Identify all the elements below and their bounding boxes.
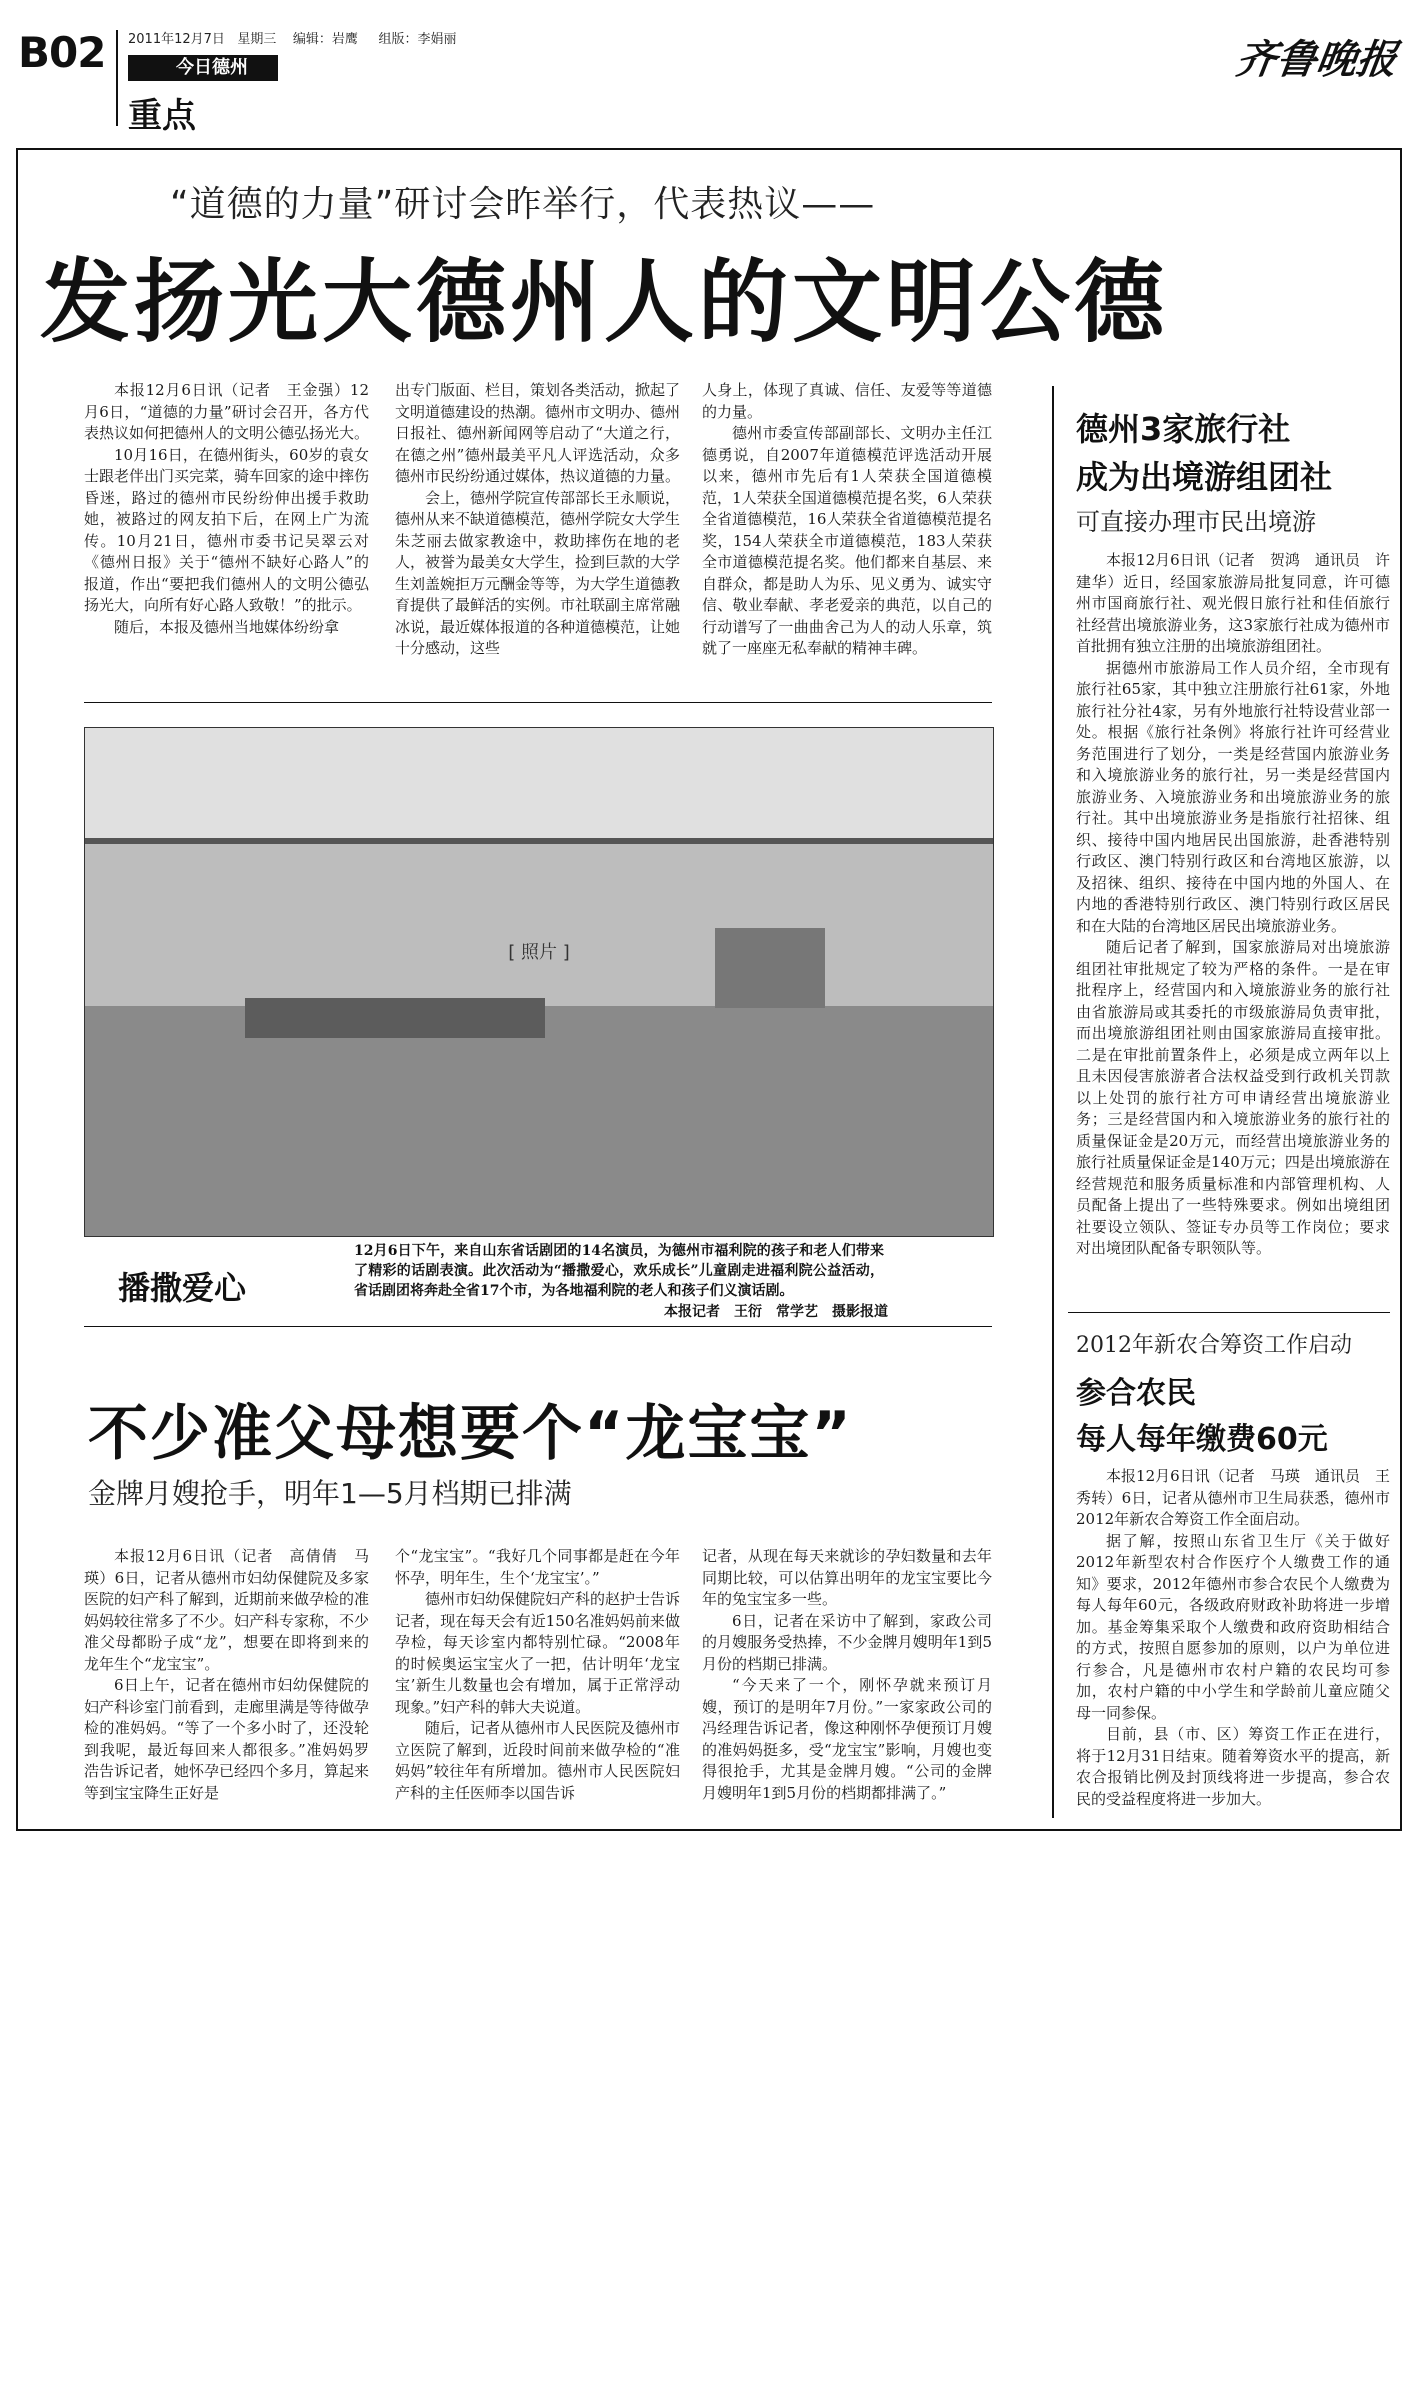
paragraph: 据了解，按照山东省卫生厅《关于做好2012年新型农村合作医疗个人缴费工作的通知》要求，2012年德州市参合农民个人缴费为每人每年60元，各级政府财政补助将进一步增加。基金筹集采取个人缴费和政府资助相结合的方式，按照自愿参加的原则，以户为单位进行参合，凡是德州市农村户籍的农民均可参加，农村户籍的中小学生和学龄前儿童应随父母一同参保。 [1076,1531,1390,1722]
insurance-kicker: 2012年新农合筹资工作启动 [1076,1333,1352,1358]
column-label: 重点 [128,96,196,136]
dragon-story-col-2 [395,1546,680,1816]
paragraph: 据德州市旅游局工作人员介绍，全市现有旅行社65家，其中独立注册旅行社61家，外地旅行社分社4家，另有外地旅行社特设营业部一处。根据《旅行社条例》将旅行社许可经营业务范围进行了划分，一类是经营国内旅游业务和入境旅游业务的旅行社，另一类是经营国内旅游业务、入境旅游业务和出境旅游业务的旅行社。其中出境旅游业务是指旅行社招徕、组织、接待中国内地居民出国旅游，赴香港特别行政区、澳门特别行政区和台湾地区旅游，以及招徕、组织、接待在中国内地的外国人、在内地的香港特别行政区、澳门特别行政区居民和在大陆的台湾地区居民出境旅游业务。 [1076,658,1390,935]
welfare-performance-photo [84,727,994,1237]
travel-headline-line1: 德州3家旅行社 [1076,410,1291,448]
paragraph: 本报12月6日讯（记者 贺鸿 通讯员 许建华）近日，经国家旅游局批复同意，许可德州市国商旅行社、观光假日旅行社和佳佰旅行社经营出境旅游业务，这3家旅行社成为德州市首批拥有独立注册的出境旅游组团社。 [1076,551,1390,655]
dragon-story-col-3 [702,1546,992,1816]
main-story-col-2 [395,380,680,680]
travel-story-body [1076,550,1390,1304]
photo-title: 播撒爱心 [118,1269,247,1307]
paragraph: 会上，德州学院宣传部部长王永顺说，德州从来不缺道德模范，德州学院女大学生朱芝丽去做家教途中，救助摔伤在地的老人，被誉为最美女大学生，捡到巨款的大学生刘盖婉拒万元酬金等等，为大学生道德教育提供了最鲜活的实例。市社联副主席常融冰说，最近媒体报道的各种道德模范，让她十分感动，这些 [395,488,680,657]
paragraph: 10月16日，在德州街头，60岁的袁女士跟老伴出门买完菜，骑车回家的途中摔伤昏迷，路过的德州市民纷纷伸出援手救助她，被路过的网友拍下后，在网上广为流传。10月21日，德州市委书记吴翠云对《德州日报》关于“德州不缺好心路人”的报道，作出“要把我们德州人的文明公德弘扬光大，向所有好心路人致敬！”的批示。 [84,445,369,614]
issue-date: 2011年12月7日 [128,32,225,47]
main-story-bottom-rule [84,702,992,703]
paragraph: 随后，本报及德州当地媒体纷纷拿 [114,617,340,636]
header-divider-vertical [116,30,118,126]
paragraph: 目前，县（市、区）筹资工作正在进行，将于12月31日结束。随着筹资水平的提高，新农合报销比例及封顶线将进一步提高，参合农民的受益程度将进一步加大。 [1076,1725,1390,1808]
paragraph: “今天来了一个，刚怀孕就来预订月嫂，预订的是明年7月份。”一家家政公司的冯经理告诉记者，像这种刚怀孕便预订月嫂的准妈妈挺多，受“龙宝宝”影响，月嫂也变得很抢手，尤其是金牌月嫂。“公司的金牌月嫂明年1到5月份的档期都排满了。” [702,1676,992,1802]
dragon-headline: 不少准父母想要个“龙宝宝” [88,1399,853,1469]
travel-subheadline: 可直接办理市民出境游 [1076,508,1316,536]
paragraph: 随后记者了解到，国家旅游局对出境旅游组团社审批规定了较为严格的条件。一是在审批程序上，经营国内和入境旅游业务的旅行社由省旅游局或其委托的市级旅游局负责审批，而出境旅游组团社则由国家旅游局直接审批。二是在审批前置条件上，必须是成立两年以上且未因侵害旅游者合法权益受到行政机关罚款以上处罚的旅行社方可申请经营出境旅游业务；三是经营国内和入境旅游业务的旅行社的质量保证金是20万元，而经营出境旅游业务的旅行社质量保证金是140万元；四是出境旅游在经营规范和服务质量标准和内部管理机构、人员配备上提出了一些特殊要求。例如出境组团社要设立领队、签证专办员等工作岗位；要求对出境团队配备专职领队等。 [1076,938,1390,1257]
photo-caption-box [84,1235,992,1327]
header-meta [128,28,457,47]
right-column-divider [1052,386,1054,1818]
paragraph: 本报12月6日讯（记者 马瑛 通讯员 王秀转）6日，记者从德州市卫生局获悉，德州市2012年新农合筹资工作全面启动。 [1076,1467,1390,1528]
paragraph: 德州市委宣传部副部长、文明办主任江德勇说，自2007年道德模范评选活动开展以来，德州市先后有1人荣获全国道德模范，1人荣获全国道德模范提名奖，6人荣获全省道德模范，16人荣获全省道德模范提名奖，154人荣获全市道德模范，183人荣获全市道德模范提名奖。他们都来自基层、来自群众，都是助人为乐、见义勇为、诚实守信、敬业奉献、孝老爱亲的典范，以自己的行动谱写了一曲曲舍己为人的动人乐章，筑就了一座座无私奉献的精神丰碑。 [702,424,992,657]
insurance-headline-line2: 每人每年缴费60元 [1076,1422,1328,1457]
section-banner: 今日德州 [128,55,278,81]
brand-logo: 齐鲁晚报 [1233,36,1400,83]
editor-credit: 编辑：岩鹰 [292,32,358,47]
insurance-headline-line1: 参合农民 [1076,1376,1196,1411]
paragraph: 德州市妇幼保健院妇产科的赵护士告诉记者，现在每天会有近150名准妈妈前来做孕检，每天诊室内都特别忙碌。“2008年的时候奥运宝宝火了一把，估计明年‘龙宝宝’新生儿数量也会有增加，属于正常浮动现象。”妇产科的韩大夫说道。 [395,1590,680,1716]
photo-placeholder-label: [ 照片 ] [508,942,570,963]
paragraph: 本报12月6日讯（记者 高倩倩 马瑛）6日，记者从德州市妇幼保健院及多家医院的妇产科了解到，近期前来做孕检的准妈妈较往常多了不少。妇产科专家称，不少准父母都盼子成“龙”，想要在即将到来的龙年生个“龙宝宝”。 [84,1547,369,1673]
paragraph: 6日，记者在采访中了解到，家政公司的月嫂服务受热捧，不少金牌月嫂明年1到5月份的档期已排满。 [702,1611,992,1673]
photo-caption: 12月6日下午，来自山东省话剧团的14名演员，为德州市福利院的孩子和老人们带来了精彩的话剧表演。此次活动为“播撒爱心，欢乐成长”儿童剧走进福利院公益活动，省话剧团将奔赴全省17个市，为各地福利院的老人和孩子们义演话剧。 [354,1243,884,1299]
paragraph: 随后，记者从德州市人民医院及德州市立医院了解到，近段时间前来做孕检的“准妈妈”较往年有所增加。德州市人民医院妇产科的主任医师李以国告诉 [395,1719,680,1802]
main-story-col-3 [702,380,992,680]
insurance-story-body [1076,1466,1390,1818]
paragraph: 人身上，体现了真诚、信任、友爱等等道德的力量。 [702,381,992,421]
main-headline: 发扬光大德州人的文明公德 [40,250,1168,355]
paragraph: 本报12月6日讯（记者 王金强）12月6日，“道德的力量”研讨会召开，各方代表热议如何把德州人的文明公德弘扬光大。 [84,381,369,442]
page-code: B02 [18,28,106,77]
photo-credit: 本报记者 王衍 常学艺 摄影报道 [664,1304,888,1320]
paragraph: 个“龙宝宝”。“我好几个同事都是赶在今年怀孕，明年生，生个‘龙宝宝’。” [395,1547,680,1587]
main-kicker: “道德的力量”研讨会昨举行，代表热议—— [170,184,876,225]
travel-headline-line2: 成为出境游组团社 [1076,458,1333,496]
dragon-subheadline: 金牌月嫂抢手，明年1—5月档期已排满 [88,1477,572,1510]
main-story-col-1 [84,380,369,680]
issue-weekday: 星期三 [237,32,277,47]
paragraph: 6日上午，记者在德州市妇幼保健院的妇产科诊室门前看到，走廊里满是等待做孕检的准妈妈。“等了一个多小时了，还没轮到我呢，最近每回来人都很多。”准妈妈罗浩告诉记者，她怀孕已经四个多月，算起来等到宝宝降生正好是 [84,1676,369,1802]
paragraph: 记者，从现在每天来就诊的孕妇数量和去年同期比较，可以估算出明年的龙宝宝要比今年的兔宝宝多一些。 [702,1547,992,1608]
right-column-story-divider [1068,1312,1390,1313]
dragon-story-col-1 [84,1546,369,1816]
paragraph: 出专门版面、栏目，策划各类活动，掀起了文明道德建设的热潮。德州市文明办、德州日报社、德州新闻网等启动了“大道之行，在德之州”德州最美平凡人评选活动，众多德州市民纷纷通过媒体，热议道德的力量。 [395,381,680,485]
layout-credit: 组版：李娟丽 [378,32,457,47]
